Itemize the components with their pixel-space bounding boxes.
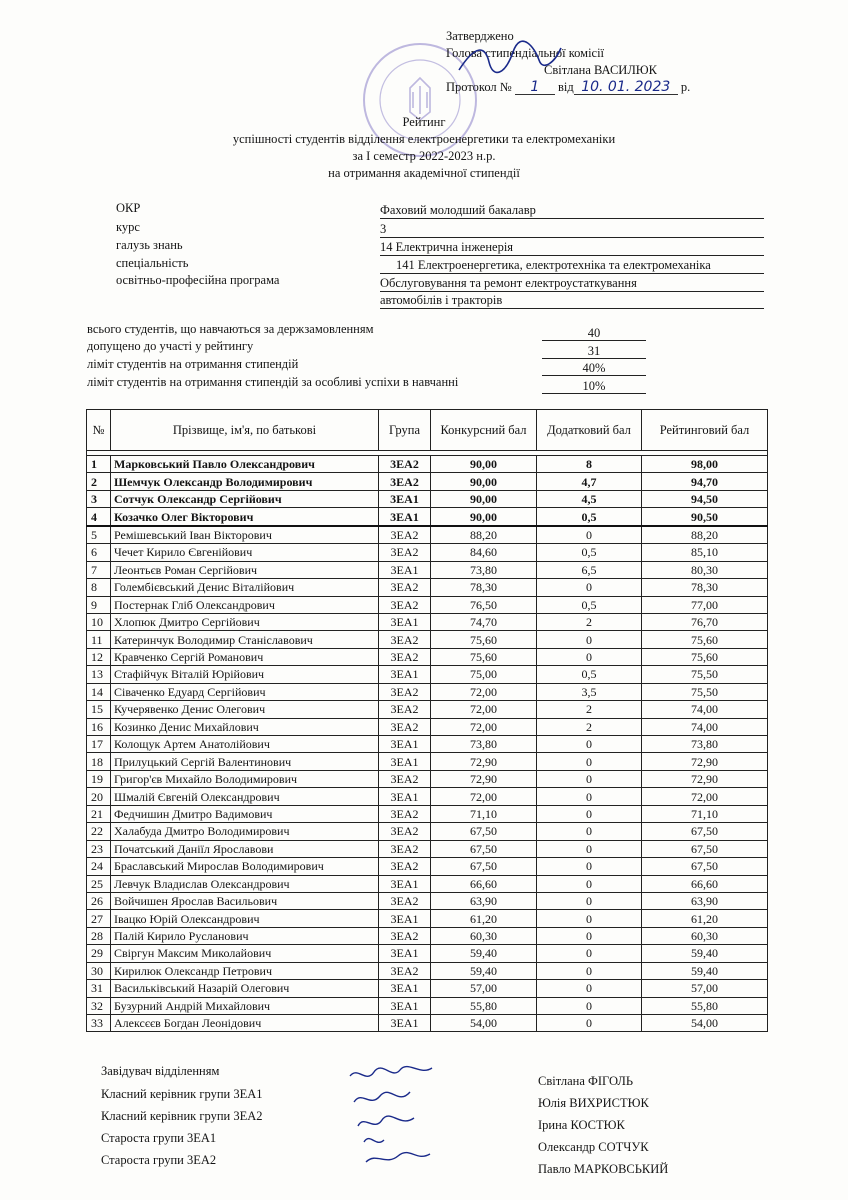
rating-score: 76,70 (642, 613, 768, 630)
group: 3ЕА2 (379, 805, 431, 822)
count-label-total: всього студентів, що навчаються за держзамовленням (87, 322, 374, 336)
group: 3ЕА2 (379, 631, 431, 648)
student-name: Сотчук Олександр Сергійович (111, 490, 379, 507)
student-name: Войчишен Ярослав Васильович (111, 892, 379, 909)
student-name: Івацко Юрій Олександрович (111, 910, 379, 927)
competitive-score: 90,00 (431, 456, 537, 473)
group: 3ЕА1 (379, 753, 431, 770)
protocol-date: 10. 01. 2023 (574, 80, 678, 95)
count-label-limit: ліміт студентів на отримання стипендій (87, 357, 299, 371)
table-row (87, 701, 768, 718)
group: 3ЕА2 (379, 858, 431, 875)
rating-score: 75,50 (642, 683, 768, 700)
student-name: Кучерявенко Денис Олегович (111, 701, 379, 718)
additional-score: 0 (537, 997, 642, 1014)
rating-score: 85,10 (642, 544, 768, 561)
competitive-score: 67,50 (431, 840, 537, 857)
group: 3ЕА2 (379, 927, 431, 944)
student-name: Голембієвський Денис Віталійович (111, 579, 379, 596)
commission-head-label: Голова стипендіальної комісії (446, 46, 605, 60)
row-number: 22 (87, 823, 111, 840)
table-row (87, 753, 768, 770)
group: 3ЕА1 (379, 613, 431, 630)
rating-score: 71,10 (642, 805, 768, 822)
table-row (87, 666, 768, 683)
group: 3ЕА2 (379, 770, 431, 787)
student-name: Ремішевський Іван Вікторович (111, 526, 379, 544)
table-row (87, 579, 768, 596)
group: 3ЕА2 (379, 456, 431, 473)
student-name: Сіваченко Едуард Сергійович (111, 683, 379, 700)
table-row (87, 718, 768, 735)
table-row (87, 736, 768, 753)
group: 3ЕА2 (379, 648, 431, 665)
row-number: 9 (87, 596, 111, 613)
additional-score: 4,7 (537, 473, 642, 490)
row-number: 2 (87, 473, 111, 490)
protocol-number: 1 (515, 80, 555, 95)
heading-line-3: на отримання академічної стипендії (328, 166, 520, 180)
group: 3ЕА1 (379, 875, 431, 892)
group: 3ЕА2 (379, 683, 431, 700)
group: 3ЕА2 (379, 579, 431, 596)
row-number: 33 (87, 1015, 111, 1032)
group: 3ЕА1 (379, 997, 431, 1014)
heading-line-1: успішності студентів відділення електроенергетики та електромеханіки (232, 132, 616, 146)
rating-score: 75,60 (642, 648, 768, 665)
additional-score: 0 (537, 526, 642, 544)
competitive-score: 75,60 (431, 648, 537, 665)
row-number: 32 (87, 997, 111, 1014)
table-row (87, 613, 768, 630)
student-name: Леонтьєв Роман Сергійович (111, 561, 379, 578)
table-header-row (87, 410, 768, 451)
row-number: 15 (87, 701, 111, 718)
competitive-score: 75,00 (431, 666, 537, 683)
additional-score: 0 (537, 805, 642, 822)
row-number: 21 (87, 805, 111, 822)
additional-score: 0 (537, 945, 642, 962)
row-number: 23 (87, 840, 111, 857)
student-name: Прилуцький Сергій Валентинович (111, 753, 379, 770)
table-row (87, 508, 768, 526)
student-name: Початський Даніїл Ярославови (111, 840, 379, 857)
count-label-limit-special: ліміт студентів на отримання стипендій за особливі успіхи в навчанні (87, 375, 459, 389)
competitive-score: 63,90 (431, 892, 537, 909)
table-row (87, 823, 768, 840)
row-number: 30 (87, 962, 111, 979)
table-row (87, 875, 768, 892)
competitive-score: 71,10 (431, 805, 537, 822)
table-row (87, 927, 768, 944)
competitive-score: 84,60 (431, 544, 537, 561)
group: 3ЕА2 (379, 526, 431, 544)
additional-score: 8 (537, 456, 642, 473)
count-value-total: 40 (542, 326, 646, 341)
table-row (87, 561, 768, 578)
row-number: 27 (87, 910, 111, 927)
signature-name-monitor-2: Павло МАРКОВСЬКИЙ (538, 1162, 669, 1176)
student-name: Браславський Мирослав Володимирович (111, 858, 379, 875)
competitive-score: 73,80 (431, 561, 537, 578)
group: 3ЕА2 (379, 473, 431, 490)
row-number: 4 (87, 508, 111, 526)
rating-score: 73,80 (642, 736, 768, 753)
student-name: Козинко Денис Михайлович (111, 718, 379, 735)
table-row (87, 596, 768, 613)
rating-score: 98,00 (642, 456, 768, 473)
year-suffix: р. (680, 80, 691, 94)
row-number: 28 (87, 927, 111, 944)
table-row (87, 892, 768, 909)
student-name: Стафійчук Віталій Юрійович (111, 666, 379, 683)
rating-score: 72,90 (642, 753, 768, 770)
info-value-specialty: 141 Електроенергетика, електротехніка та електромеханіка (380, 258, 764, 274)
additional-score: 0,5 (537, 508, 642, 526)
student-name: Левчук Владислав Олександрович (111, 875, 379, 892)
count-label-admitted: допущено до участі у рейтингу (87, 339, 254, 353)
info-label-program: освітньо-професійна програма (116, 273, 280, 287)
group: 3ЕА2 (379, 892, 431, 909)
additional-score: 0 (537, 980, 642, 997)
competitive-score: 72,90 (431, 753, 537, 770)
student-name: Катеринчук Володимир Станіславович (111, 631, 379, 648)
header-rating-score: Рейтинговий бал (642, 410, 768, 451)
competitive-score: 66,60 (431, 875, 537, 892)
student-name: Колощук Артем Анатолійович (111, 736, 379, 753)
rating-score: 61,20 (642, 910, 768, 927)
additional-score: 0 (537, 788, 642, 805)
competitive-score: 90,00 (431, 490, 537, 507)
competitive-score: 78,30 (431, 579, 537, 596)
student-name: Васильківський Назарій Олегович (111, 980, 379, 997)
table-row (87, 631, 768, 648)
rating-score: 59,40 (642, 945, 768, 962)
rating-score: 75,50 (642, 666, 768, 683)
competitive-score: 88,20 (431, 526, 537, 544)
additional-score: 3,5 (537, 683, 642, 700)
rating-score: 67,50 (642, 840, 768, 857)
signature-name-head: Світлана ФІГОЛЬ (538, 1074, 634, 1088)
signature-role-monitor-2: Староста групи 3ЕА2 (101, 1153, 217, 1167)
page-title: Рейтинг (402, 115, 446, 129)
rating-score: 74,00 (642, 718, 768, 735)
additional-score: 0 (537, 875, 642, 892)
group: 3ЕА2 (379, 596, 431, 613)
additional-score: 0 (537, 736, 642, 753)
header-additional-score: Додатковий бал (537, 410, 642, 451)
row-number: 7 (87, 561, 111, 578)
additional-score: 0 (537, 892, 642, 909)
row-number: 16 (87, 718, 111, 735)
rating-score: 94,50 (642, 490, 768, 507)
handwritten-signatures-icon (340, 1062, 460, 1172)
competitive-score: 67,50 (431, 823, 537, 840)
additional-score: 2 (537, 718, 642, 735)
group: 3ЕА1 (379, 666, 431, 683)
header-number: № (87, 410, 111, 451)
table-row (87, 1015, 768, 1032)
signature-role-head: Завідувач відділенням (101, 1064, 220, 1078)
table-row (87, 456, 768, 473)
group: 3ЕА1 (379, 910, 431, 927)
header-group: Група (379, 410, 431, 451)
additional-score: 0,5 (537, 544, 642, 561)
signature-role-tutor-2: Класний керівник групи 3ЕА2 (101, 1109, 263, 1123)
date-prefix: від (557, 80, 574, 94)
additional-score: 0,5 (537, 596, 642, 613)
rating-score: 60,30 (642, 927, 768, 944)
table-row (87, 962, 768, 979)
table-row (87, 648, 768, 665)
rating-score: 67,50 (642, 858, 768, 875)
table-row (87, 473, 768, 490)
competitive-score: 72,00 (431, 683, 537, 700)
additional-score: 0 (537, 858, 642, 875)
table-row (87, 526, 768, 544)
count-value-admitted: 31 (542, 344, 646, 359)
table-row (87, 770, 768, 787)
row-number: 14 (87, 683, 111, 700)
heading-line-2: за І семестр 2022-2023 н.р. (352, 149, 496, 163)
rating-score: 57,00 (642, 980, 768, 997)
rating-score: 72,00 (642, 788, 768, 805)
table-row (87, 683, 768, 700)
competitive-score: 72,00 (431, 788, 537, 805)
table-row (87, 980, 768, 997)
row-number: 1 (87, 456, 111, 473)
table-row (87, 490, 768, 507)
competitive-score: 76,50 (431, 596, 537, 613)
rating-score: 67,50 (642, 823, 768, 840)
group: 3ЕА2 (379, 962, 431, 979)
rating-score: 94,70 (642, 473, 768, 490)
student-name: Марковський Павло Олександрович (111, 456, 379, 473)
group: 3ЕА1 (379, 1015, 431, 1032)
additional-score: 0,5 (537, 666, 642, 683)
additional-score: 0 (537, 753, 642, 770)
row-number: 6 (87, 544, 111, 561)
row-number: 25 (87, 875, 111, 892)
row-number: 5 (87, 526, 111, 544)
student-name: Козачко Олег Вікторович (111, 508, 379, 526)
header-competitive-score: Конкурсний бал (431, 410, 537, 451)
info-label-okr: ОКР (116, 201, 141, 215)
row-number: 29 (87, 945, 111, 962)
additional-score: 2 (537, 613, 642, 630)
row-number: 19 (87, 770, 111, 787)
student-name: Свіргун Максим Миколайович (111, 945, 379, 962)
competitive-score: 55,80 (431, 997, 537, 1014)
row-number: 26 (87, 892, 111, 909)
additional-score: 0 (537, 840, 642, 857)
competitive-score: 59,40 (431, 962, 537, 979)
info-label-field: галузь знань (116, 238, 183, 252)
info-value-field: 14 Електрична інженерія (380, 240, 764, 256)
row-number: 12 (87, 648, 111, 665)
student-name: Кирилюк Олександр Петрович (111, 962, 379, 979)
rating-score: 90,50 (642, 508, 768, 526)
protocol-prefix: Протокол № (446, 80, 512, 94)
rating-score: 63,90 (642, 892, 768, 909)
info-value-program-2: автомобілів і тракторів (380, 293, 764, 309)
group: 3ЕА1 (379, 945, 431, 962)
header-name: Прізвище, ім'я, по батькові (111, 410, 379, 451)
group: 3ЕА1 (379, 561, 431, 578)
student-name: Палій Кирило Русланович (111, 927, 379, 944)
table-row (87, 910, 768, 927)
group: 3ЕА2 (379, 544, 431, 561)
info-value-okr: Фаховий молодший бакалавр (380, 203, 764, 219)
student-name: Хлопюк Дмитро Сергійович (111, 613, 379, 630)
group: 3ЕА1 (379, 980, 431, 997)
student-name: Алексєєв Богдан Леонідович (111, 1015, 379, 1032)
row-number: 31 (87, 980, 111, 997)
signature-role-monitor-1: Староста групи 3ЕА1 (101, 1131, 217, 1145)
competitive-score: 60,30 (431, 927, 537, 944)
signature-role-tutor-1: Класний керівник групи 3ЕА1 (101, 1087, 263, 1101)
signature-name-monitor-1: Олександр СОТЧУК (538, 1140, 649, 1154)
row-number: 10 (87, 613, 111, 630)
row-number: 3 (87, 490, 111, 507)
competitive-score: 73,80 (431, 736, 537, 753)
group: 3ЕА1 (379, 508, 431, 526)
student-name: Шемчук Олександр Володимирович (111, 473, 379, 490)
additional-score: 0 (537, 631, 642, 648)
rating-score: 75,60 (642, 631, 768, 648)
signature-name-tutor-2: Ірина КОСТЮК (538, 1118, 625, 1132)
rating-score: 77,00 (642, 596, 768, 613)
commission-head-name: Світлана ВАСИЛЮК (544, 63, 657, 77)
group: 3ЕА2 (379, 840, 431, 857)
additional-score: 4,5 (537, 490, 642, 507)
rating-score: 78,30 (642, 579, 768, 596)
ratings-table (86, 409, 768, 1032)
additional-score: 0 (537, 962, 642, 979)
count-value-limit-special: 10% (542, 379, 646, 394)
group: 3ЕА2 (379, 718, 431, 735)
competitive-score: 54,00 (431, 1015, 537, 1032)
group: 3ЕА1 (379, 490, 431, 507)
rating-score: 54,00 (642, 1015, 768, 1032)
additional-score: 2 (537, 701, 642, 718)
row-number: 13 (87, 666, 111, 683)
competitive-score: 57,00 (431, 980, 537, 997)
info-value-program: Обслуговування та ремонт електроустаткування (380, 276, 764, 292)
row-number: 17 (87, 736, 111, 753)
head-signature-icon (455, 40, 565, 80)
competitive-score: 72,00 (431, 701, 537, 718)
rating-score: 88,20 (642, 526, 768, 544)
competitive-score: 59,40 (431, 945, 537, 962)
competitive-score: 72,00 (431, 718, 537, 735)
rating-score: 66,60 (642, 875, 768, 892)
additional-score: 0 (537, 648, 642, 665)
protocol-line (446, 79, 706, 96)
group: 3ЕА2 (379, 701, 431, 718)
additional-score: 0 (537, 927, 642, 944)
row-number: 18 (87, 753, 111, 770)
info-label-specialty: спеціальність (116, 256, 189, 270)
additional-score: 0 (537, 910, 642, 927)
competitive-score: 67,50 (431, 858, 537, 875)
competitive-score: 90,00 (431, 508, 537, 526)
row-number: 8 (87, 579, 111, 596)
student-name: Кравченко Сергій Романович (111, 648, 379, 665)
additional-score: 0 (537, 770, 642, 787)
additional-score: 6,5 (537, 561, 642, 578)
info-label-course: курс (116, 220, 140, 234)
table-row (87, 805, 768, 822)
signature-name-tutor-1: Юлія ВИХРИСТЮК (538, 1096, 649, 1110)
rating-score: 80,30 (642, 561, 768, 578)
group: 3ЕА1 (379, 788, 431, 805)
student-name: Григор'єв Михайло Володимирович (111, 770, 379, 787)
table-row (87, 858, 768, 875)
student-name: Постернак Гліб Олександрович (111, 596, 379, 613)
student-name: Халабуда Дмитро Володимирович (111, 823, 379, 840)
student-name: Чечет Кирило Євгенійович (111, 544, 379, 561)
rating-score: 55,80 (642, 997, 768, 1014)
info-value-course: 3 (380, 222, 764, 238)
row-number: 20 (87, 788, 111, 805)
rating-score: 72,90 (642, 770, 768, 787)
group: 3ЕА1 (379, 736, 431, 753)
table-row (87, 945, 768, 962)
table-row (87, 788, 768, 805)
ratings-body (87, 456, 768, 1032)
student-name: Шмалій Євгеній Олександрович (111, 788, 379, 805)
additional-score: 0 (537, 1015, 642, 1032)
competitive-score: 61,20 (431, 910, 537, 927)
rating-score: 74,00 (642, 701, 768, 718)
student-name: Бузурний Андрій Михайлович (111, 997, 379, 1014)
table-row (87, 840, 768, 857)
competitive-score: 72,90 (431, 770, 537, 787)
rating-score: 59,40 (642, 962, 768, 979)
group: 3ЕА2 (379, 823, 431, 840)
additional-score: 0 (537, 823, 642, 840)
competitive-score: 75,60 (431, 631, 537, 648)
approval-label: Затверджено (446, 29, 514, 43)
additional-score: 0 (537, 579, 642, 596)
table-row (87, 544, 768, 561)
count-value-limit: 40% (542, 361, 646, 376)
row-number: 24 (87, 858, 111, 875)
competitive-score: 74,70 (431, 613, 537, 630)
table-row (87, 997, 768, 1014)
row-number: 11 (87, 631, 111, 648)
student-name: Федчишин Дмитро Вадимович (111, 805, 379, 822)
competitive-score: 90,00 (431, 473, 537, 490)
